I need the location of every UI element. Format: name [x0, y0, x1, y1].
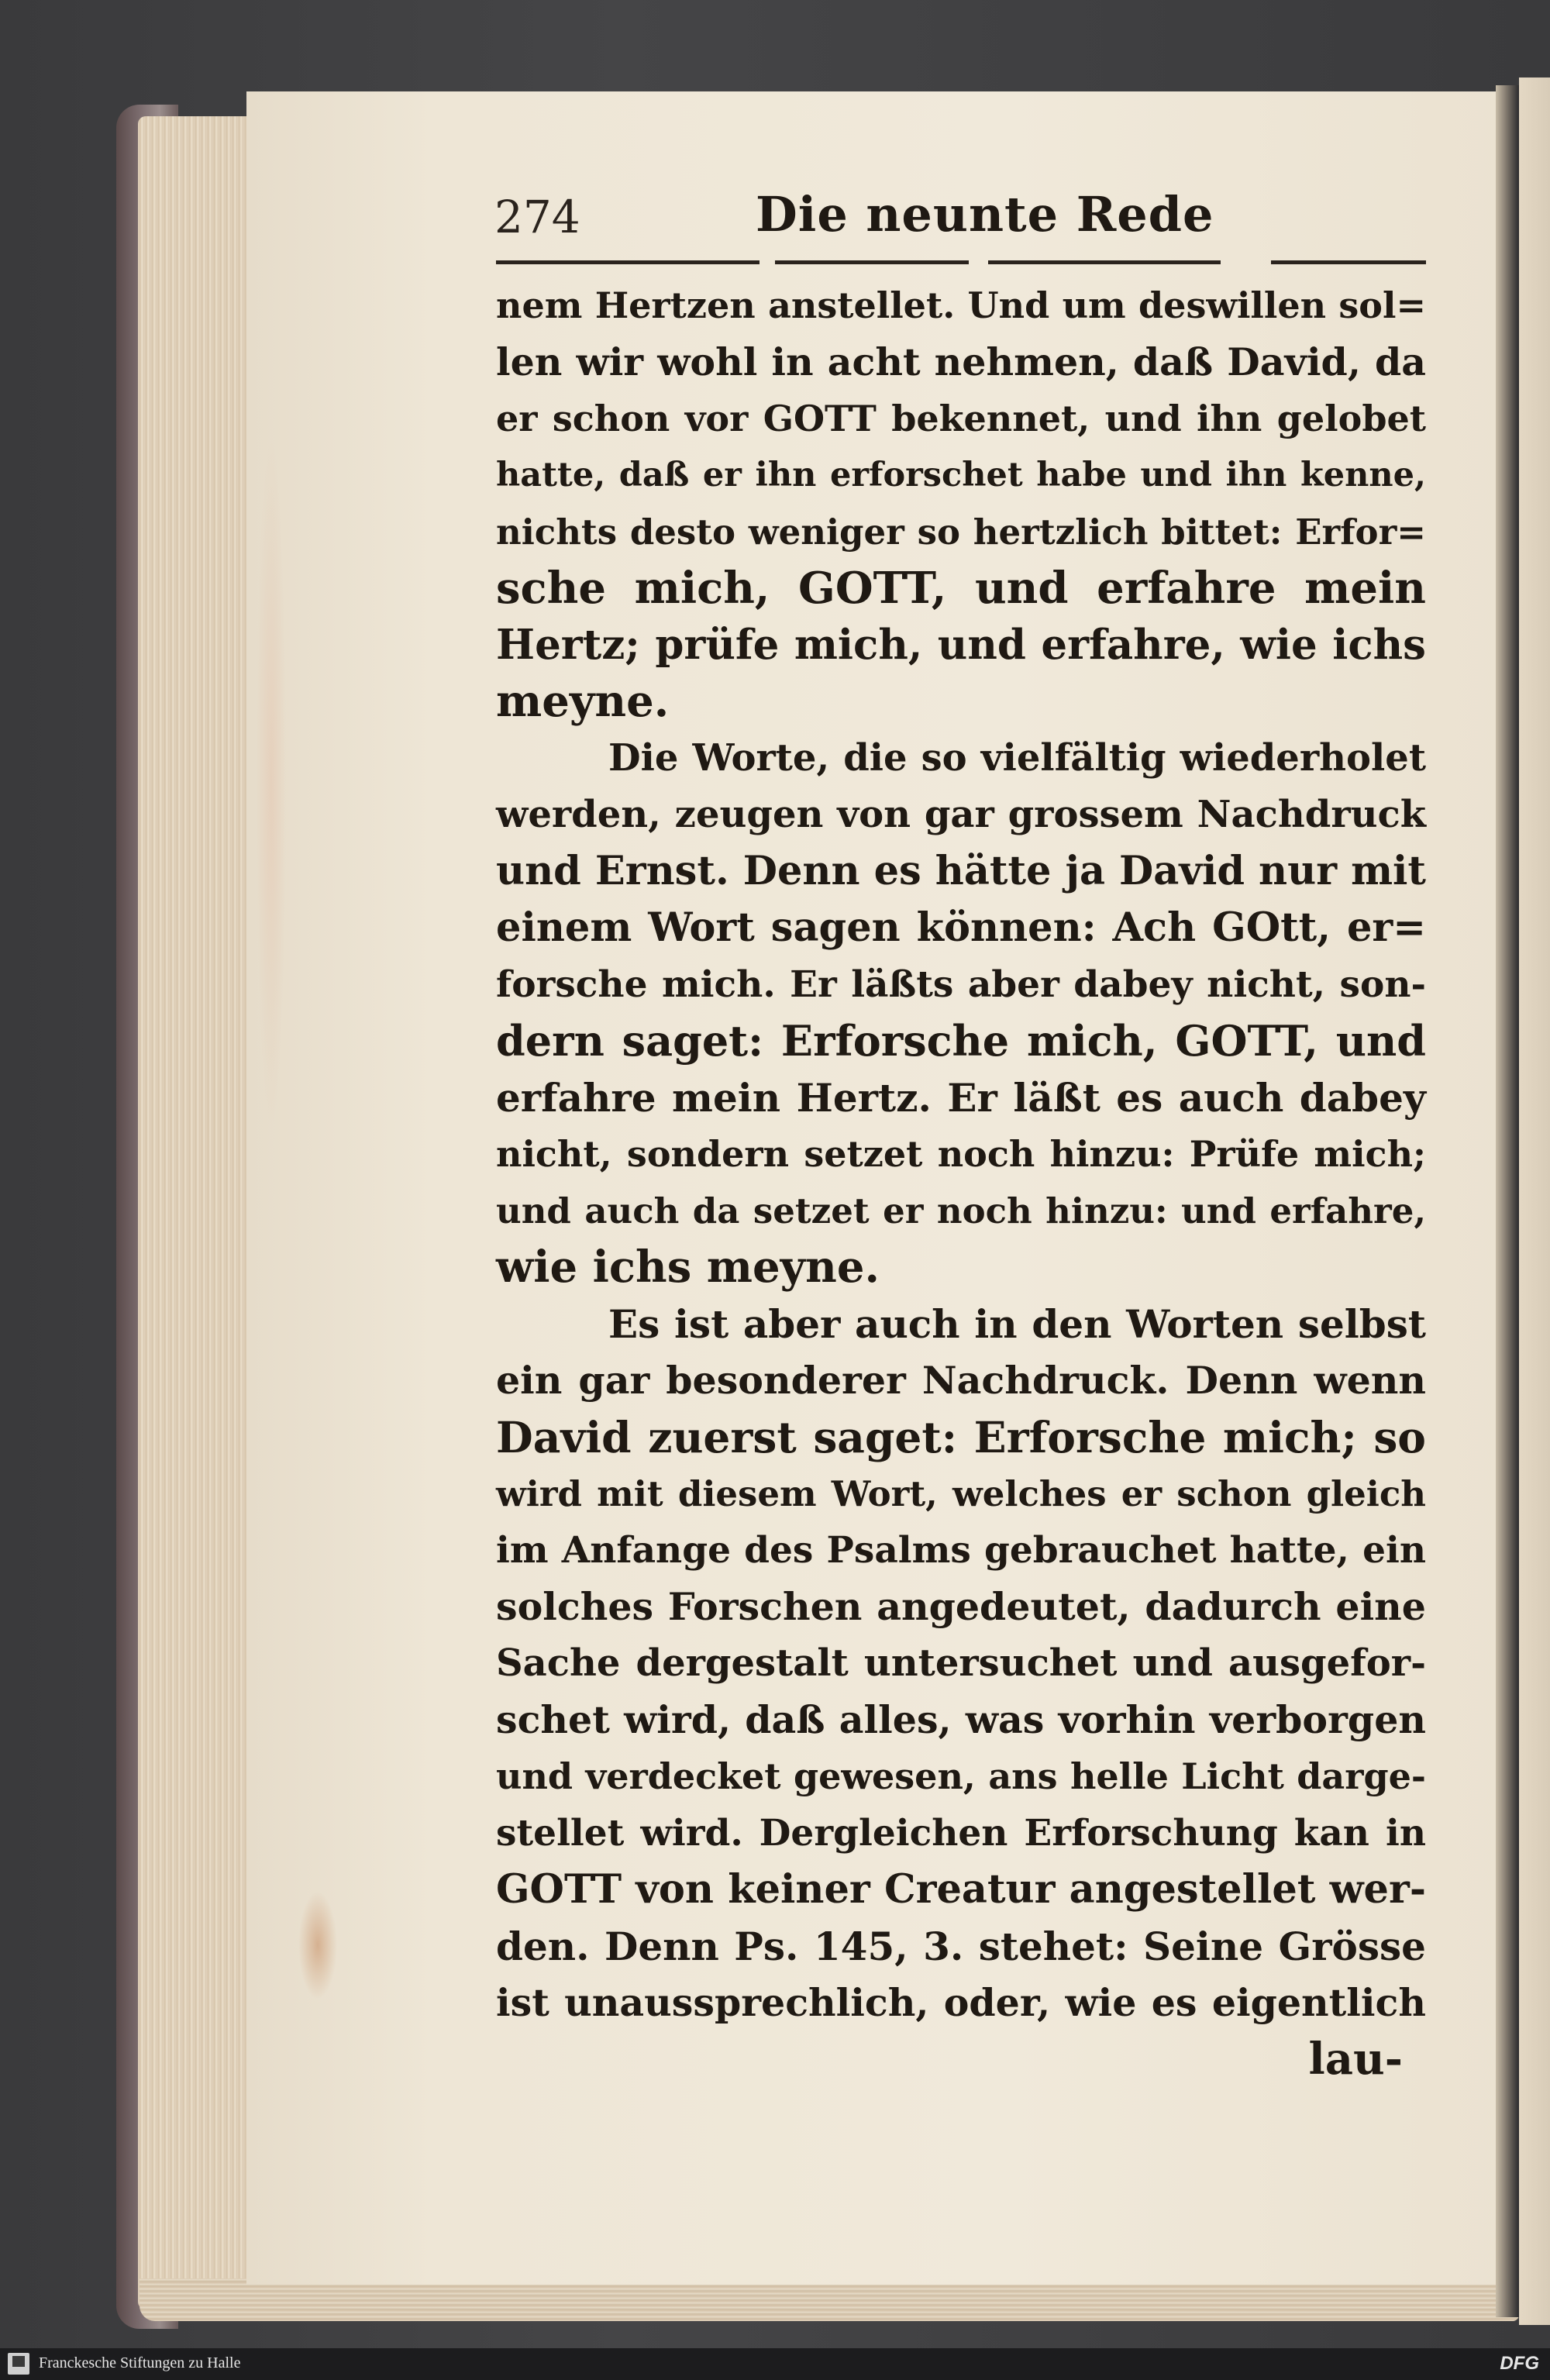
- text-line: und Ernst. Denn es hätte ja David nur mit: [496, 848, 1426, 894]
- text-line: wird mit diesem Wort, welches er schon gleich: [496, 1473, 1426, 1514]
- text-line: forsche mich. Er läßts aber dabey nicht, son-: [496, 963, 1426, 1006]
- text-line: dern saget: Erforsche mich, GOTT, und: [496, 1016, 1426, 1066]
- text-line: nem Hertzen anstellet. Und um deswillen sol=: [496, 284, 1426, 326]
- text-line: Die Worte, die so vielfältig wiederholet: [608, 736, 1426, 780]
- text-line: Es ist aber auch in den Worten selbst: [608, 1301, 1426, 1347]
- text-line: sche mich, GOTT, und erfahre mein: [496, 563, 1426, 614]
- institution-name: Franckesche Stiftungen zu Halle: [39, 2354, 241, 2371]
- text-line: Sache dergestalt untersuchet und ausgefor-: [496, 1641, 1426, 1685]
- header-rule: [496, 260, 760, 264]
- facing-page-edge: [1519, 77, 1550, 2325]
- text-line: werden, zeugen von gar grossem Nachdruck: [496, 793, 1426, 836]
- text-line: im Anfange des Psalms gebrauchet hatte, ein: [496, 1529, 1426, 1572]
- book-gutter: [1496, 85, 1519, 2317]
- text-line: stellet wird. Dergleichen Erforschung kan in: [496, 1812, 1426, 1855]
- page-number: 274: [494, 191, 580, 243]
- text-line: solches Forschen angedeutet, dadurch eine: [496, 1584, 1426, 1629]
- text-line: hatte, daß er ihn erforschet habe und ihn kenne,: [496, 456, 1426, 494]
- page-stack-bottom: [140, 2278, 1519, 2321]
- institution-logo-icon: [8, 2353, 29, 2375]
- text-line: nicht, sondern setzet noch hinzu: Prüfe mich;: [496, 1133, 1426, 1175]
- text-line: GOTT von keiner Creatur angestellet wer-: [496, 1866, 1426, 1913]
- header-rule: [1271, 260, 1426, 264]
- text-line: wie ichs meyne.: [496, 1242, 880, 1293]
- text-line: ist unaussprechlich, oder, wie es eigentlich: [496, 1980, 1426, 2025]
- logo-emblem: [12, 2356, 25, 2367]
- viewer-footer: [0, 2348, 1550, 2380]
- text-line: meyne.: [496, 676, 670, 727]
- text-line: schet wird, daß alles, was vorhin verborgen: [496, 1697, 1426, 1742]
- header-rule: [775, 260, 969, 264]
- running-head: Die neunte Rede: [756, 186, 1214, 243]
- catchword: lau-: [1308, 2034, 1403, 2085]
- text-line: und auch da setzet er noch hinzu: und erfahre,: [496, 1190, 1426, 1231]
- page-stain: [298, 1891, 337, 1999]
- text-line: erfahre mein Hertz. Er läßt es auch dabey: [496, 1075, 1426, 1121]
- header-rule: [988, 260, 1221, 264]
- text-line: len wir wohl in acht nehmen, daß David, da: [496, 339, 1426, 384]
- text-line: nichts desto weniger so hertzlich bittet: Erfor=: [496, 511, 1426, 553]
- text-line: Hertz; prüfe mich, und erfahre, wie ichs: [496, 621, 1426, 669]
- text-line: er schon vor GOTT bekennet, und ihn gelobet: [496, 398, 1426, 439]
- page-stain: [256, 434, 287, 1131]
- body-text: [496, 277, 1426, 2088]
- text-line: ein gar besonderer Nachdruck. Denn wenn: [496, 1358, 1426, 1403]
- text-line: den. Denn Ps. 145, 3. stehet: Seine Grösse: [496, 1924, 1426, 1969]
- dfg-badge: DFG: [1500, 2353, 1539, 2374]
- text-line: David zuerst saget: Erforsche mich; so: [496, 1412, 1426, 1462]
- text-line: einem Wort sagen können: Ach GOtt, er=: [496, 904, 1426, 951]
- text-line: und verdecket gewesen, ans helle Licht darge-: [496, 1755, 1426, 1797]
- page-stack-edges: [138, 116, 246, 2309]
